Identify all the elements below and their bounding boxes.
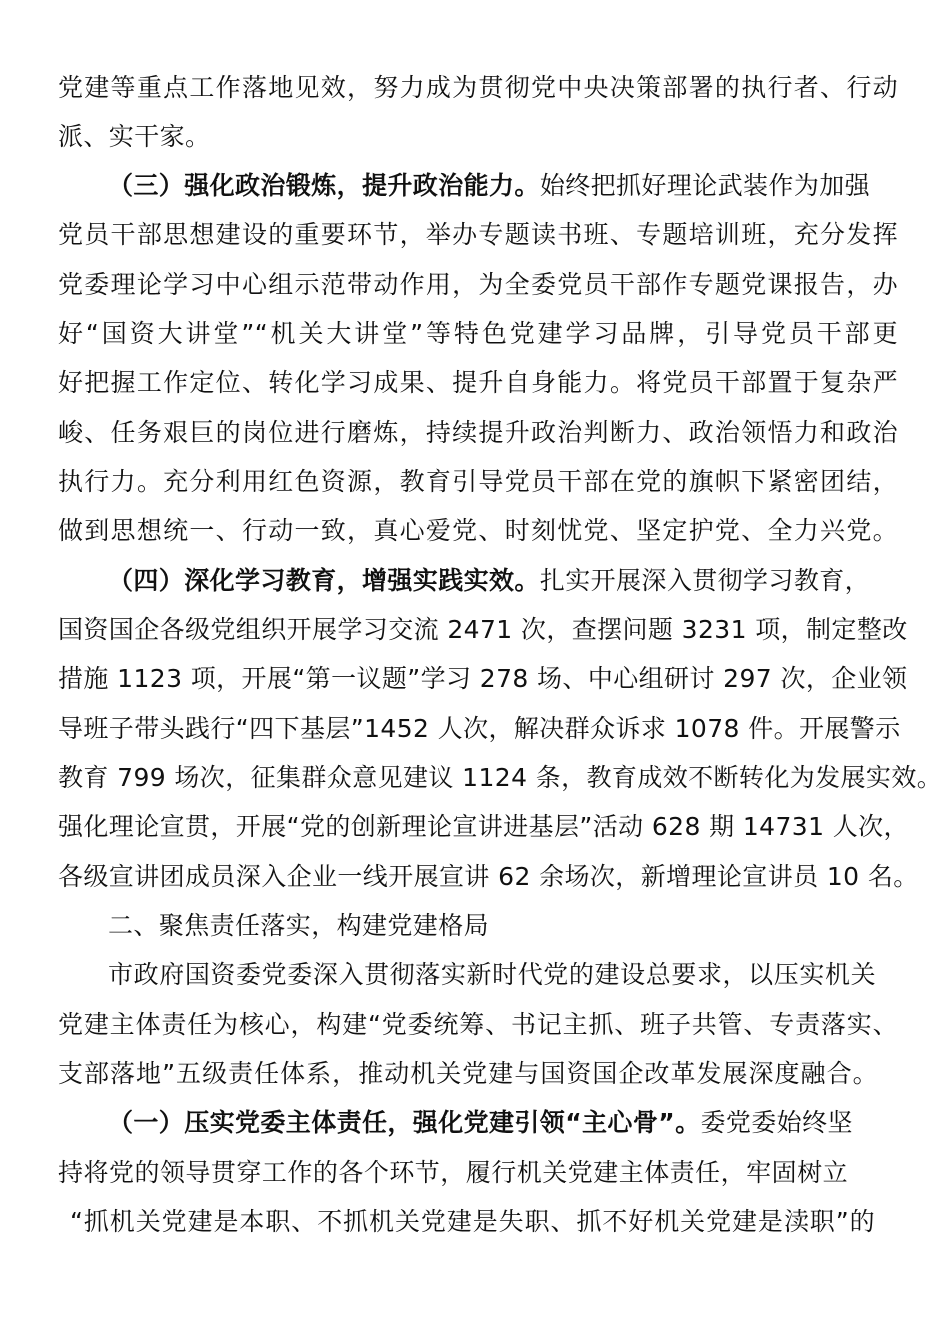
subheading-title: （四）深化学习教育，增强实践实效。 [108, 566, 540, 595]
line-text: 措施 1123 项，开展“第一议题”学习 278 场、中心组研讨 297 次，企业领 [58, 664, 908, 693]
section-heading [108, 909, 948, 943]
text-line-24 [70, 1205, 875, 1239]
text-line-23 [58, 1156, 848, 1190]
line-text: 支部落地”五级责任体系，推动机关党建与国资国企改革发展深度融合。 [58, 1059, 878, 1088]
text-line-1 [58, 71, 898, 105]
subheading-1 [108, 1106, 898, 1140]
text-line-10 [58, 514, 898, 548]
line-text: 国资国企各级党组织开展学习交流 2471 次，查摆问题 3231 项，制定整改 [58, 615, 908, 644]
line-text: 始终把抓好理论武装作为加强 [539, 171, 871, 200]
text-line-4 [58, 218, 898, 252]
section-heading-text: 二、聚焦责任落实，构建党建格局 [108, 911, 490, 940]
line-text: “抓机关党建是本职、不抓机关党建是失职、抓不好机关党建是渎职”的 [70, 1207, 875, 1236]
text-line-8 [58, 416, 898, 450]
line-text: 持将党的领导贯穿工作的各个环节，履行机关党建主体责任，牢固树立 [58, 1158, 848, 1187]
text-line-16 [58, 810, 909, 844]
line-text: 好“国资大讲堂”“机关大讲堂”等特色党建学习品牌，引导党员干部更 [58, 319, 898, 348]
line-text: 做到思想统一、行动一致，真心爱党、时刻忧党、坚定护党、全力兴党。 [58, 516, 898, 545]
line-text: 强化理论宣贯，开展“党的创新理论宣讲进基层”活动 628 期 14731 人次， [58, 812, 909, 841]
line-text: 导班子带头践行“四下基层”1452 人次，解决群众诉求 1078 件。开展警示 [58, 714, 901, 743]
line-text: 好把握工作定位、转化学习成果、提升自身能力。将党员干部置于复杂严 [58, 368, 898, 397]
text-line-7 [58, 366, 898, 400]
line-text: 党委理论学习中心组示范带动作用，为全委党员干部作专题党课报告，办 [58, 270, 898, 299]
subheading-title: （三）强化政治锻炼，提升政治能力。 [108, 171, 540, 200]
text-line-12 [58, 613, 908, 647]
line-text: 教育 799 场次，征集群众意见建议 1124 条，教育成效不断转化为发展实效。 [58, 763, 943, 792]
text-line-15 [58, 761, 943, 795]
text-line-17 [58, 860, 919, 894]
text-line-5 [58, 268, 898, 302]
line-text: 党员干部思想建设的重要环节，举办专题读书班、专题培训班，充分发挥 [58, 220, 898, 249]
text-line-19 [108, 958, 876, 992]
text-line-20 [58, 1008, 898, 1042]
subheading-3 [108, 169, 898, 203]
text-line-13 [58, 662, 908, 696]
line-text: 派、实干家。 [58, 122, 211, 151]
text-line-9 [58, 465, 898, 499]
line-text: 扎实开展深入贯彻学习教育， [539, 566, 871, 595]
line-text: 各级宣讲团成员深入企业一线开展宣讲 62 余场次，新增理论宣讲员 10 名。 [58, 862, 919, 891]
line-text: 委党委始终坚 [700, 1108, 853, 1137]
subheading-4 [108, 564, 898, 598]
text-line-21 [58, 1057, 878, 1091]
text-line-6 [58, 317, 898, 351]
line-text: 执行力。充分利用红色资源，教育引导党员干部在党的旗帜下紧密团结， [58, 467, 898, 496]
subheading-title: （一）压实党委主体责任，强化党建引领“主心骨”。 [108, 1108, 701, 1137]
text-line-14 [58, 712, 901, 746]
line-text: 党建主体责任为核心，构建“党委统筹、书记主抓、班子共管、专责落实、 [58, 1010, 898, 1039]
text-line-2 [58, 120, 898, 154]
line-text: 党建等重点工作落地见效，努力成为贯彻党中央决策部署的执行者、行动 [58, 73, 898, 102]
line-text: 市政府国资委党委深入贯彻落实新时代党的建设总要求，以压实机关 [108, 960, 876, 989]
line-text: 峻、任务艰巨的岗位进行磨炼，持续提升政治判断力、政治领悟力和政治 [58, 418, 898, 447]
